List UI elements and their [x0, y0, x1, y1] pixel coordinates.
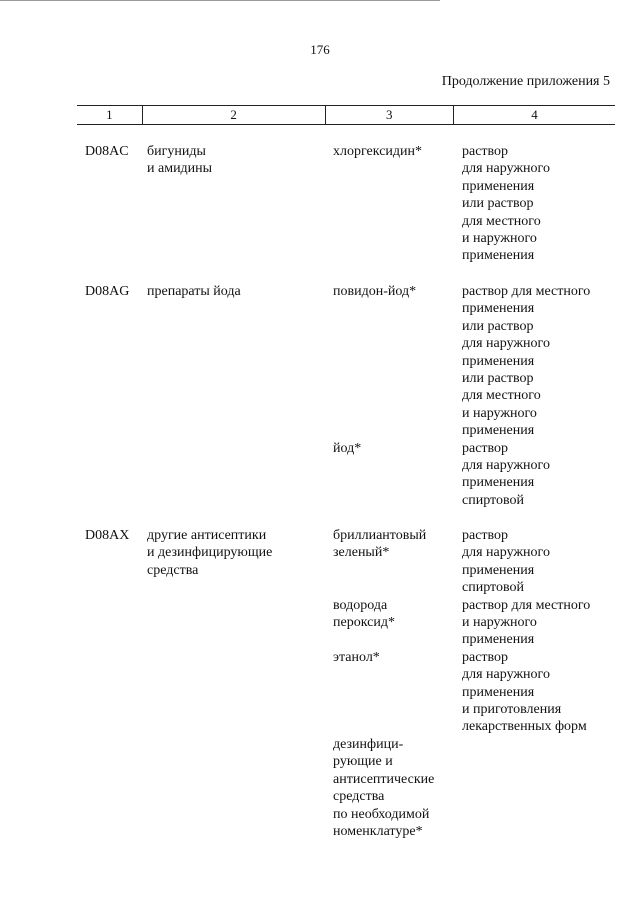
dosage-form: раствор для наружного применения и приготовления лекарственных форм — [462, 649, 587, 735]
drug-name: дезинфици- рующие и антисептические средства по необходимой номенклатуре* — [333, 736, 435, 839]
drug-row — [0, 440, 640, 510]
drug-row — [0, 143, 640, 265]
drug-name: бриллиантовый зеленый* — [333, 528, 427, 561]
dosage-form — [462, 736, 640, 840]
dosage-form: раствор для местного применения или раствор для наружного применения или раствор для местного и наружного применения — [462, 284, 591, 439]
dosage-form: раствор для наружного применения спиртовой — [462, 528, 550, 596]
group-name: препараты йода — [147, 284, 241, 299]
table-header-row — [77, 105, 615, 125]
dosage-form: раствор для местного и наружного применения — [462, 597, 591, 648]
atc-code: D08AG — [85, 284, 130, 299]
header-col-1: 1 — [77, 106, 143, 124]
drug-name: этанол* — [333, 649, 380, 665]
drug-name: водорода пероксид* — [333, 597, 395, 631]
dosage-form: раствор для наружного применения спиртовой — [462, 440, 550, 508]
group-name: бигуниды и амидины — [147, 144, 213, 177]
group-name: другие антисептики и дезинфицирующие средства — [147, 528, 273, 578]
drug-row — [0, 597, 640, 649]
drug-row — [0, 527, 640, 597]
table-group-d08ag — [0, 283, 640, 509]
drug-row — [0, 283, 640, 440]
drug-row — [0, 736, 640, 840]
table-group-d08ac — [0, 143, 640, 265]
header-col-2: 2 — [143, 106, 326, 124]
page-number: 176 — [310, 42, 330, 57]
atc-code: D08AC — [85, 144, 129, 159]
drug-name: хлоргексидин* — [333, 144, 423, 159]
atc-code: D08AX — [85, 528, 130, 543]
header-col-3: 3 — [326, 106, 454, 124]
drug-row — [0, 649, 640, 736]
appendix-continuation-title: Продолжение приложения 5 — [441, 74, 610, 89]
drug-name: повидон-йод* — [333, 284, 417, 299]
header-col-4: 4 — [531, 107, 538, 122]
dosage-form: раствор для наружного применения или раствор для местного и наружного применения — [462, 144, 550, 264]
top-rule — [0, 0, 440, 1]
drug-name: йод* — [333, 440, 362, 456]
table-group-d08ax — [0, 527, 640, 840]
